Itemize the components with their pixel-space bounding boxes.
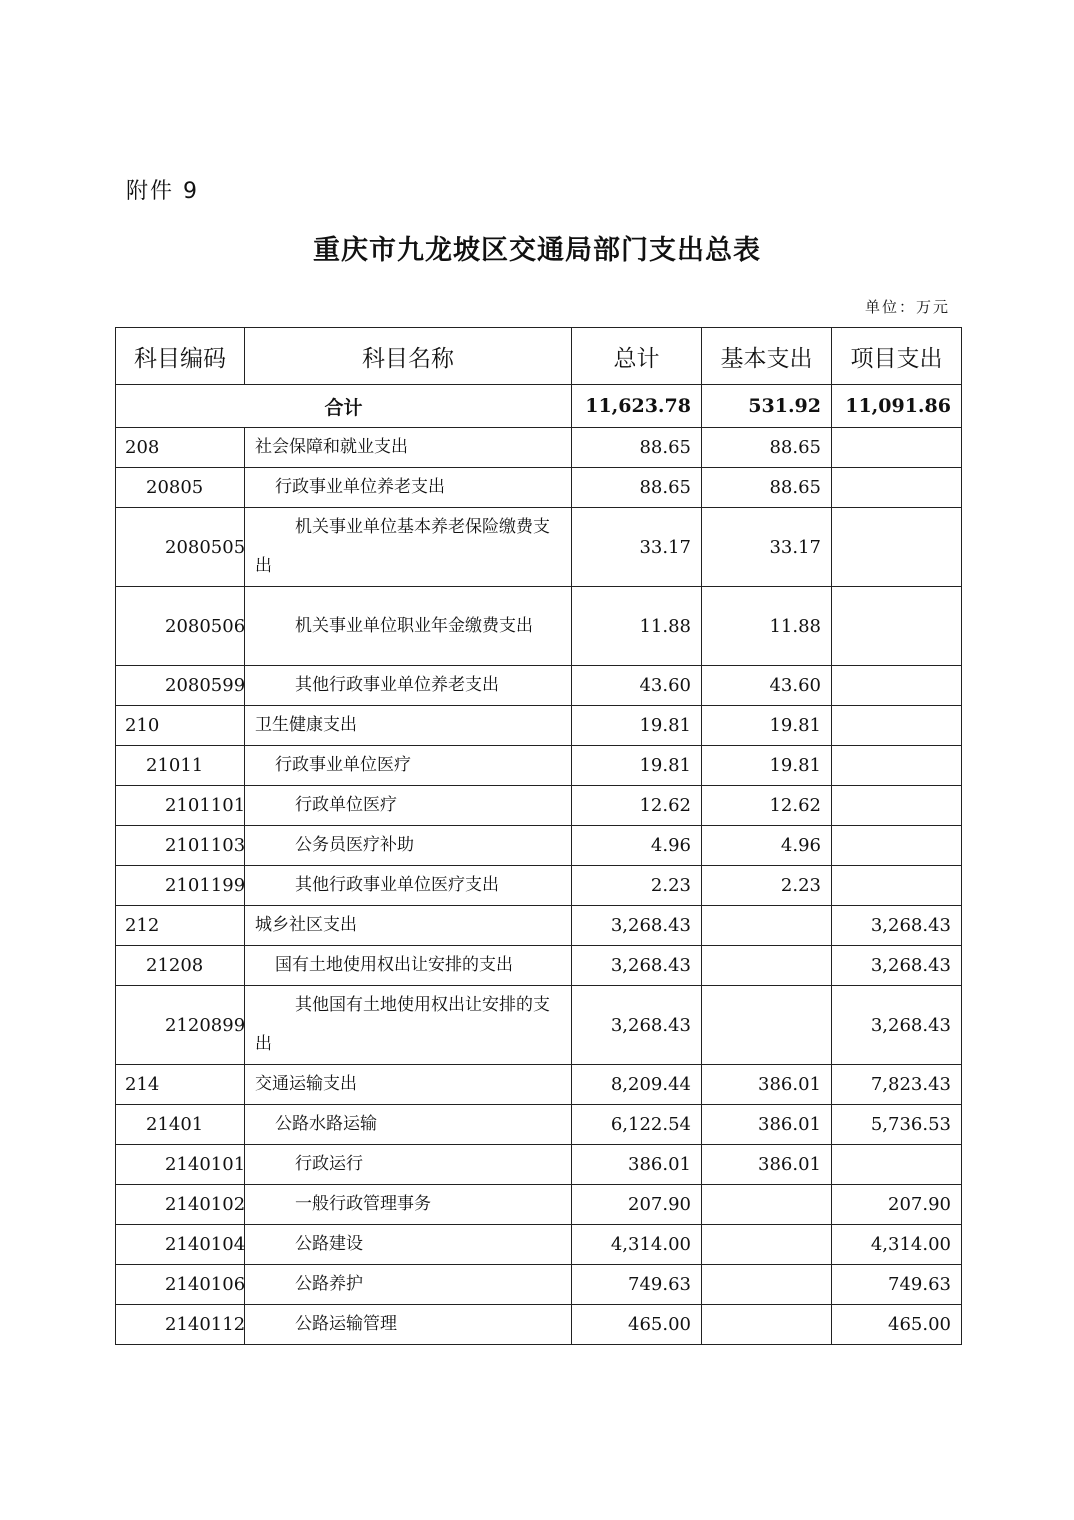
row-total: 3,268.43 <box>572 946 702 986</box>
row-project <box>832 786 962 826</box>
row-total: 4.96 <box>572 826 702 866</box>
header-code: 科目编码 <box>116 328 245 385</box>
row-name: 卫生健康支出 <box>245 706 572 746</box>
row-name: 行政事业单位医疗 <box>245 746 572 786</box>
total-basic: 531.92 <box>702 385 832 428</box>
row-project <box>832 587 962 666</box>
row-total: 88.65 <box>572 468 702 508</box>
row-code: 2140112 <box>116 1305 245 1345</box>
unit-label: 单位：万元 <box>864 298 950 316</box>
row-code: 2120899 <box>116 986 245 1065</box>
row-name: 公路运输管理 <box>245 1305 572 1345</box>
row-name: 国有土地使用权出让安排的支出 <box>245 946 572 986</box>
table-row <box>116 508 962 587</box>
row-basic <box>702 1185 832 1225</box>
table-row <box>116 1065 962 1105</box>
row-project <box>832 428 962 468</box>
row-project: 465.00 <box>832 1305 962 1345</box>
row-project <box>832 826 962 866</box>
header-project: 项目支出 <box>832 328 962 385</box>
table-row <box>116 826 962 866</box>
row-basic <box>702 986 832 1065</box>
row-basic: 88.65 <box>702 428 832 468</box>
table-row <box>116 1305 962 1345</box>
row-name: 机关事业单位职业年金缴费支出 <box>245 587 572 666</box>
row-code: 20805 <box>116 468 245 508</box>
header-name: 科目名称 <box>245 328 572 385</box>
row-code: 2101101 <box>116 786 245 826</box>
row-name: 其他行政事业单位医疗支出 <box>245 866 572 906</box>
row-basic: 11.88 <box>702 587 832 666</box>
expenditure-table <box>115 327 962 1345</box>
row-project <box>832 1145 962 1185</box>
row-project: 3,268.43 <box>832 986 962 1065</box>
row-code: 2080599 <box>116 666 245 706</box>
row-total: 386.01 <box>572 1145 702 1185</box>
table-row <box>116 1185 962 1225</box>
table-row <box>116 666 962 706</box>
table-row <box>116 1145 962 1185</box>
table-row <box>116 946 962 986</box>
row-code: 21401 <box>116 1105 245 1145</box>
row-total: 33.17 <box>572 508 702 587</box>
row-name: 机关事业单位基本养老保险缴费支出 <box>245 508 572 587</box>
row-basic: 33.17 <box>702 508 832 587</box>
table-row <box>116 906 962 946</box>
row-total: 6,122.54 <box>572 1105 702 1145</box>
row-total: 88.65 <box>572 428 702 468</box>
table-row <box>116 706 962 746</box>
row-name: 交通运输支出 <box>245 1065 572 1105</box>
row-name: 公路水路运输 <box>245 1105 572 1145</box>
row-total: 4,314.00 <box>572 1225 702 1265</box>
total-total: 11,623.78 <box>572 385 702 428</box>
table-row <box>116 746 962 786</box>
row-basic: 4.96 <box>702 826 832 866</box>
row-total: 465.00 <box>572 1305 702 1345</box>
row-basic: 43.60 <box>702 666 832 706</box>
row-basic <box>702 1305 832 1345</box>
attachment-label: 附件 9 <box>126 179 199 204</box>
row-project: 207.90 <box>832 1185 962 1225</box>
row-code: 2140101 <box>116 1145 245 1185</box>
row-basic: 386.01 <box>702 1105 832 1145</box>
row-basic: 88.65 <box>702 468 832 508</box>
row-project <box>832 866 962 906</box>
row-project: 3,268.43 <box>832 906 962 946</box>
row-total: 8,209.44 <box>572 1065 702 1105</box>
row-basic: 386.01 <box>702 1065 832 1105</box>
row-name: 行政单位医疗 <box>245 786 572 826</box>
row-project: 5,736.53 <box>832 1105 962 1145</box>
row-name: 城乡社区支出 <box>245 906 572 946</box>
row-code: 2101103 <box>116 826 245 866</box>
row-project: 7,823.43 <box>832 1065 962 1105</box>
page-title: 重庆市九龙坡区交通局部门支出总表 <box>313 235 761 266</box>
row-basic: 19.81 <box>702 746 832 786</box>
table-row <box>116 468 962 508</box>
table-row <box>116 1225 962 1265</box>
row-name: 其他国有土地使用权出让安排的支出 <box>245 986 572 1065</box>
row-name: 公务员医疗补助 <box>245 826 572 866</box>
table-row <box>116 786 962 826</box>
row-code: 210 <box>116 706 245 746</box>
row-name: 一般行政管理事务 <box>245 1185 572 1225</box>
row-total: 3,268.43 <box>572 906 702 946</box>
row-basic: 12.62 <box>702 786 832 826</box>
row-total: 749.63 <box>572 1265 702 1305</box>
row-project <box>832 706 962 746</box>
table-row <box>116 428 962 468</box>
row-basic <box>702 1225 832 1265</box>
row-project: 4,314.00 <box>832 1225 962 1265</box>
total-label: 合计 <box>116 385 572 428</box>
row-total: 11.88 <box>572 587 702 666</box>
row-total: 12.62 <box>572 786 702 826</box>
row-name: 其他行政事业单位养老支出 <box>245 666 572 706</box>
row-name: 行政运行 <box>245 1145 572 1185</box>
row-name: 公路养护 <box>245 1265 572 1305</box>
row-basic <box>702 946 832 986</box>
row-name: 公路建设 <box>245 1225 572 1265</box>
row-total: 207.90 <box>572 1185 702 1225</box>
row-code: 2080505 <box>116 508 245 587</box>
row-code: 2101199 <box>116 866 245 906</box>
row-basic <box>702 1265 832 1305</box>
row-basic: 19.81 <box>702 706 832 746</box>
row-total: 3,268.43 <box>572 986 702 1065</box>
row-project: 3,268.43 <box>832 946 962 986</box>
row-project <box>832 666 962 706</box>
row-basic: 2.23 <box>702 866 832 906</box>
row-basic <box>702 906 832 946</box>
row-name: 行政事业单位养老支出 <box>245 468 572 508</box>
row-total: 19.81 <box>572 706 702 746</box>
row-basic: 386.01 <box>702 1145 832 1185</box>
table-row <box>116 587 962 666</box>
row-total: 43.60 <box>572 666 702 706</box>
row-project <box>832 508 962 587</box>
header-basic: 基本支出 <box>702 328 832 385</box>
row-total: 19.81 <box>572 746 702 786</box>
table-row <box>116 1105 962 1145</box>
total-project: 11,091.86 <box>832 385 962 428</box>
table-row <box>116 1265 962 1305</box>
row-project: 749.63 <box>832 1265 962 1305</box>
row-code: 2140102 <box>116 1185 245 1225</box>
row-name: 社会保障和就业支出 <box>245 428 572 468</box>
row-code: 21011 <box>116 746 245 786</box>
row-code: 2080506 <box>116 587 245 666</box>
row-project <box>832 746 962 786</box>
table-row <box>116 986 962 1065</box>
table-header-row <box>116 328 962 385</box>
row-total: 2.23 <box>572 866 702 906</box>
row-code: 212 <box>116 906 245 946</box>
table-row <box>116 866 962 906</box>
row-code: 21208 <box>116 946 245 986</box>
row-code: 2140106 <box>116 1265 245 1305</box>
row-code: 2140104 <box>116 1225 245 1265</box>
row-code: 214 <box>116 1065 245 1105</box>
total-row <box>116 385 962 428</box>
row-code: 208 <box>116 428 245 468</box>
header-total: 总计 <box>572 328 702 385</box>
row-project <box>832 468 962 508</box>
